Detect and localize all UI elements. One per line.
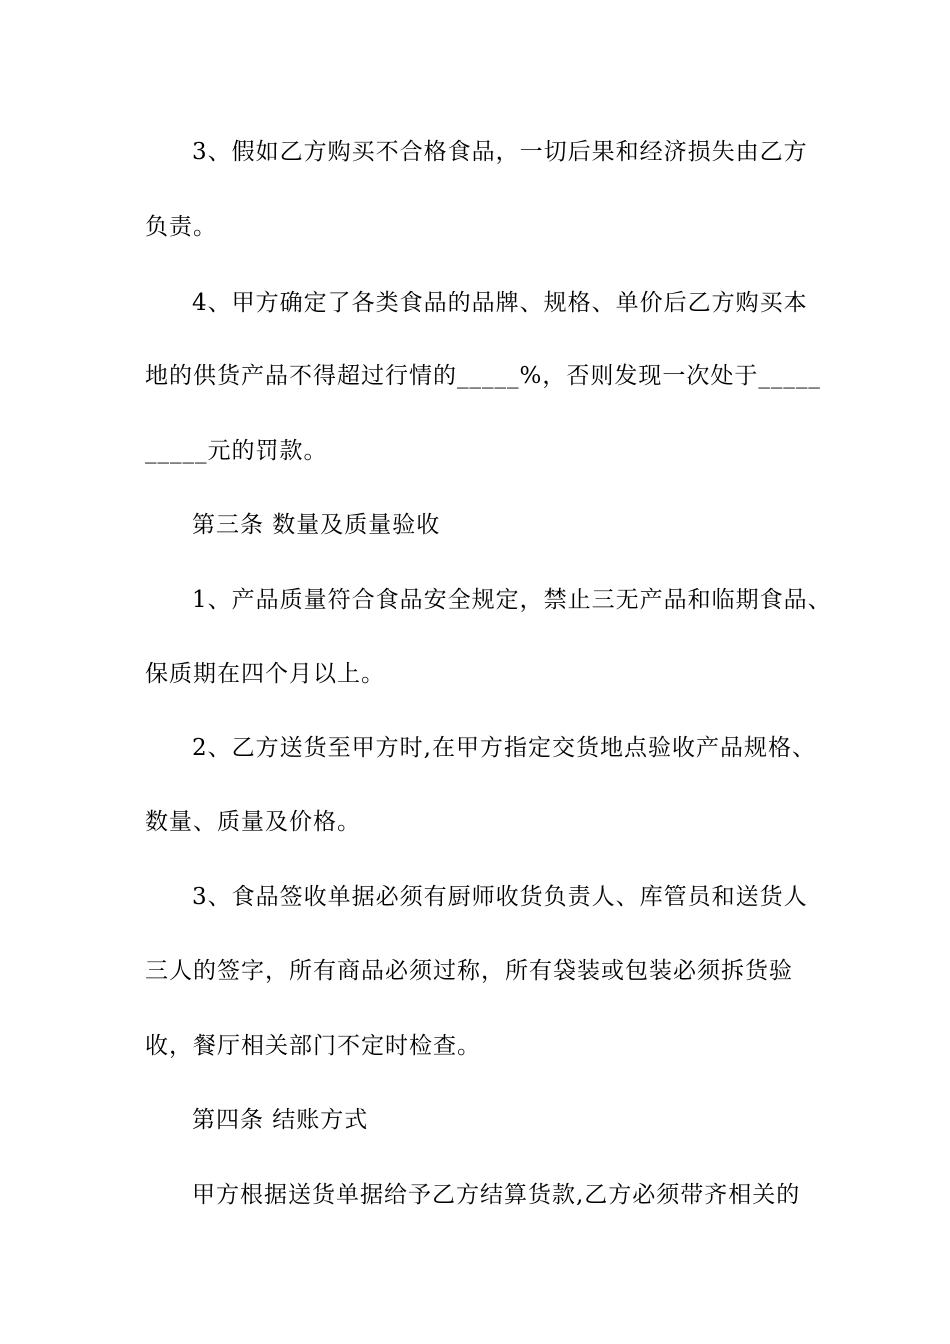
paragraph-line: 1、产品质量符合食品安全规定，禁止三无产品和临期食品、: [192, 587, 832, 613]
paragraph-line: 2、乙方送货至甲方时,在甲方指定交货地点验收产品规格、: [192, 735, 816, 761]
paragraph-line: 甲方根据送货单据给予乙方结算货款,乙方必须带齐相关的: [192, 1182, 801, 1208]
paragraph-line: 3、食品签收单据必须有厨师收货负责人、库管员和送货人: [192, 884, 808, 910]
section-heading: 第三条 数量及质量验收: [192, 512, 441, 538]
paragraph-line: 保质期在四个月以上。: [145, 661, 385, 687]
section-heading: 第四条 结账方式: [192, 1107, 369, 1133]
paragraph-line: 地的供货产品不得超过行情的_____%，否则发现一次处于_____: [145, 363, 821, 389]
paragraph-line: 数量、质量及价格。: [145, 809, 361, 835]
paragraph-line: 4、甲方确定了各类食品的品牌、规格、单价后乙方购买本: [192, 290, 808, 316]
paragraph-line: _____元的罚款。: [145, 438, 328, 464]
paragraph-line: 收，餐厅相关部门不定时检查。: [145, 1033, 481, 1059]
paragraph-line: 负责。: [145, 214, 217, 240]
paragraph-line: 3、假如乙方购买不合格食品，一切后果和经济损失由乙方: [192, 139, 808, 165]
paragraph-line: 三人的签字，所有商品必须过称，所有袋装或包装必须拆货验: [145, 958, 793, 984]
